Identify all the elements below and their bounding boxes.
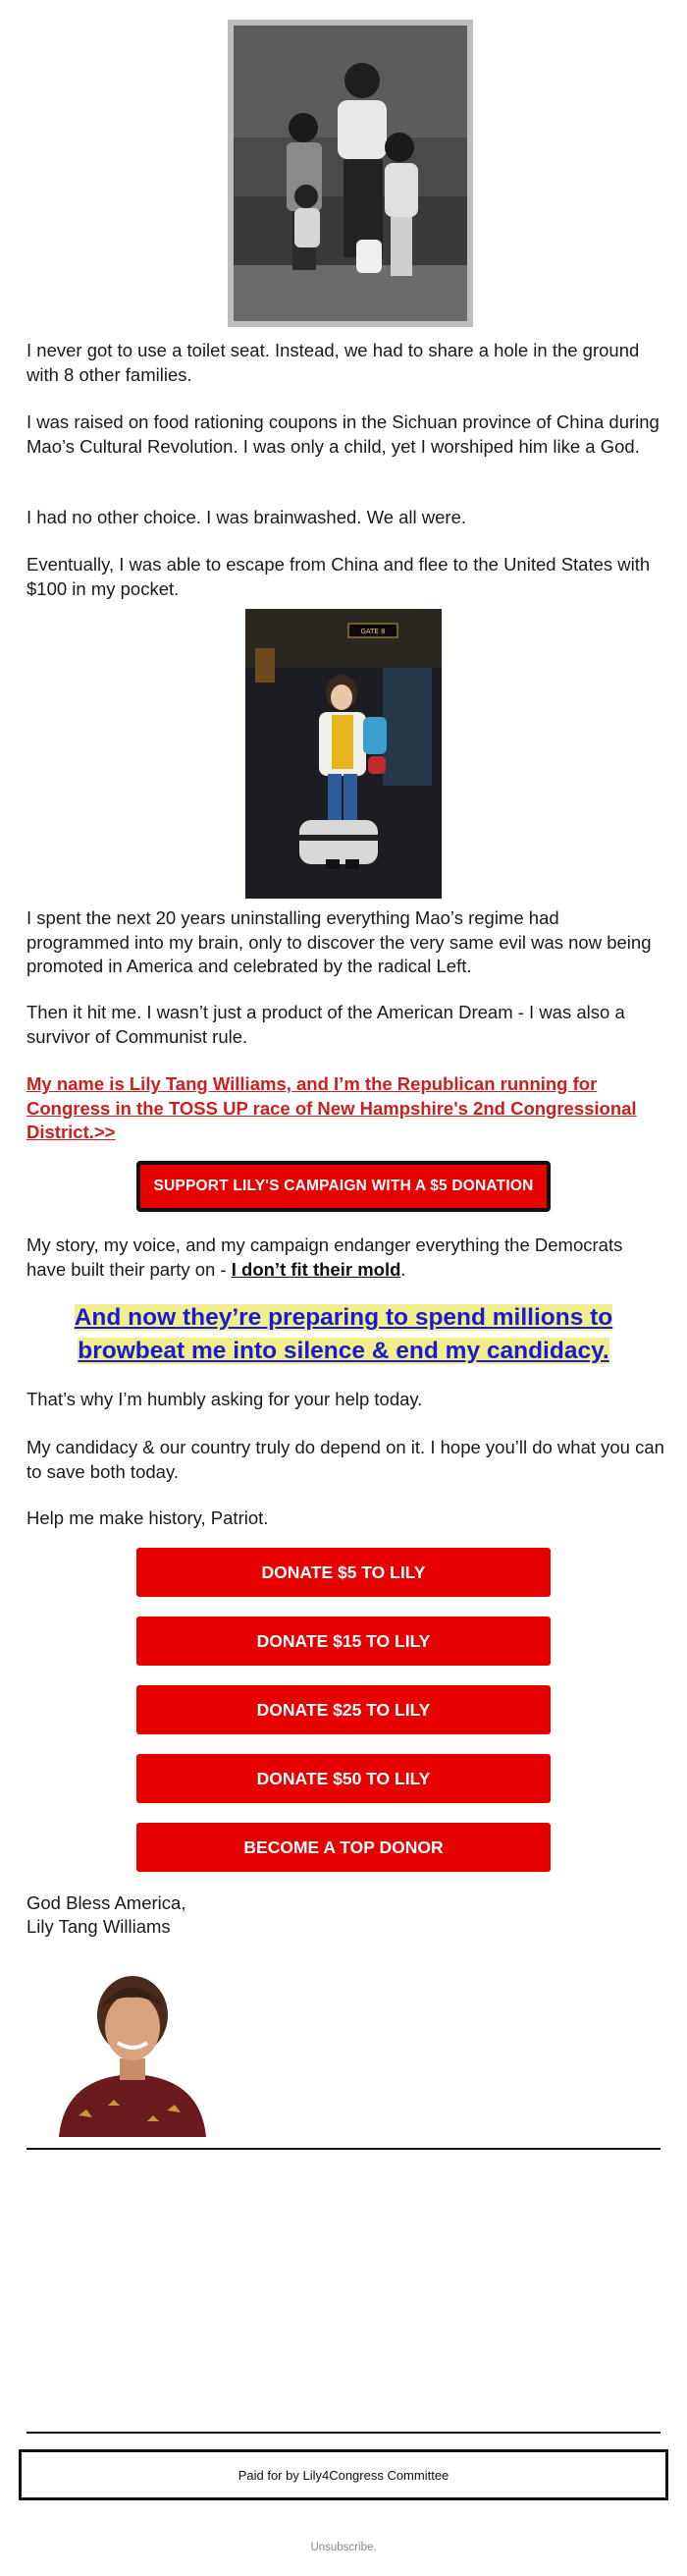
paragraph: I was raised on food rationing coupons in the Sichuan province of China during Mao’s Cultural Revolution. I was only a child, yet I worshiped him like a God. [26,411,660,457]
paragraph: Help me make history, Patriot. [26,1507,269,1528]
divider [26,2432,661,2434]
highlighted-headline-link[interactable] [59,1301,628,1368]
paragraph: I spent the next 20 years uninstalling everything Mao’s regime had programmed into my brain, only to discover the very same evil was now being promoted in America and celebrated by the radical Left. [26,907,652,976]
paragraph: Eventually, I was able to escape from China and flee to the United States with $100 in my pocket. [26,554,651,599]
gate-sign: GATE 8 [360,628,386,635]
donate-5-button[interactable]: DONATE $5 TO LILY [136,1548,551,1597]
paid-for-text: Paid for by Lily4Congress Committee [238,2467,449,2483]
candidate-intro-link[interactable]: My name is Lily Tang Williams, and I’m the Republican running for Congress in the TOSS UP race of New Hampshire's 2nd Congressional District.>> [26,1073,637,1142]
paragraph: I had no other choice. I was brainwashed. We all were. [26,507,467,527]
family-photo [228,20,473,327]
support-campaign-button[interactable]: SUPPORT LILY'S CAMPAIGN WITH A $5 DONATION [136,1161,551,1212]
dont-fit-mold-link[interactable]: I don’t fit their mold [231,1258,401,1280]
paragraph: Then it hit me. I wasn’t just a product of the American Dream - I was also a survivor of Communist rule. [26,1002,625,1047]
donate-25-button[interactable]: DONATE $25 TO LILY [136,1685,551,1734]
highlighted-text: And now they’re preparing to spend millions to browbeat me into silence & end my candidacy. [74,1304,613,1364]
paragraph: That’s why I’m humbly asking for your help today. [26,1389,423,1409]
portrait-photo [49,1948,216,2137]
paragraph: I never got to use a toilet seat. Instead, we had to share a hole in the ground with 8 other families. [26,340,640,385]
paragraph-text: . [400,1258,406,1280]
top-donor-button[interactable]: BECOME A TOP DONOR [136,1823,551,1872]
paragraph [26,1233,664,1282]
signoff-name: Lily Tang Williams [26,1916,171,1937]
unsubscribe-link[interactable]: Unsubscribe. [310,2542,377,2553]
divider [26,2148,661,2150]
paragraph-text: My story, my voice, and my campaign endanger everything the Democrats have built their party on - [26,1234,623,1280]
paragraph: My candidacy & our country truly do depend on it. I hope you’ll do what you can to save both today. [26,1437,664,1482]
paid-for-notice [19,2449,668,2500]
signoff-line: God Bless America, [26,1892,186,1913]
donate-50-button[interactable]: DONATE $50 TO LILY [136,1754,551,1803]
donate-15-button[interactable]: DONATE $15 TO LILY [136,1617,551,1666]
airport-photo [245,609,442,899]
